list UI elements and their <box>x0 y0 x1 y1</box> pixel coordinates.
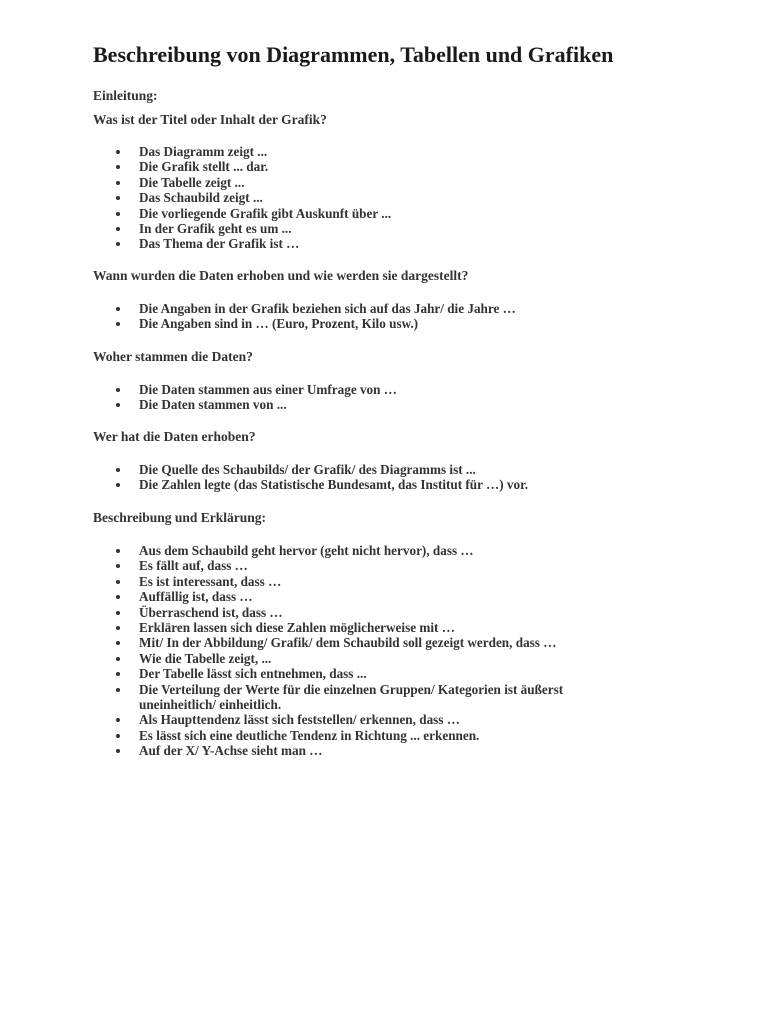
list-item: Wie die Tabelle zeigt, ... <box>0 651 768 666</box>
list-item: Der Tabelle lässt sich entnehmen, dass ... <box>0 666 768 681</box>
list-item: Auffällig ist, dass … <box>0 589 768 604</box>
list-item: Das Thema der Grafik ist … <box>0 236 768 251</box>
intro-label: Einleitung: <box>93 88 158 103</box>
bullet-list-titel <box>0 144 768 252</box>
list-item: Aus dem Schaubild geht hervor (geht nicht hervor), dass … <box>0 543 768 558</box>
list-item: Erklären lassen sich diese Zahlen möglicherweise mit … <box>0 620 768 635</box>
list-item: Die Grafik stellt ... dar. <box>0 159 768 174</box>
list-item: Die Angaben in der Grafik beziehen sich auf das Jahr/ die Jahre … <box>0 301 768 316</box>
list-item: Die Quelle des Schaubilds/ der Grafik/ des Diagramms ist ... <box>0 462 768 477</box>
list-item: Die Daten stammen aus einer Umfrage von … <box>0 382 768 397</box>
bullet-list-zeitraum <box>0 301 768 332</box>
bullet-list-quelle <box>0 462 768 493</box>
section-heading-herkunft: Woher stammen die Daten? <box>93 349 253 364</box>
section-heading-beschreibung: Beschreibung und Erklärung: <box>93 510 267 525</box>
list-item: Es lässt sich eine deutliche Tendenz in Richtung ... erkennen. <box>0 728 768 743</box>
bullet-list-herkunft <box>0 382 768 413</box>
list-item: Die Tabelle zeigt ... <box>0 175 768 190</box>
list-item: Die Verteilung der Werte für die einzelnen Gruppen/ Kategorien ist äußerst uneinheitlich/ einheitlich. <box>0 682 768 713</box>
section-heading-quelle: Wer hat die Daten erhoben? <box>93 429 256 444</box>
list-item: Die Angaben sind in … (Euro, Prozent, Kilo usw.) <box>0 316 768 331</box>
list-item: Es ist interessant, dass … <box>0 574 768 589</box>
list-item: Das Diagramm zeigt ... <box>0 144 768 159</box>
list-item: Das Schaubild zeigt ... <box>0 190 768 205</box>
list-item: Überraschend ist, dass … <box>0 605 768 620</box>
list-item: Es fällt auf, dass … <box>0 558 768 573</box>
bullet-list-beschreibung <box>0 543 768 759</box>
page-title: Beschreibung von Diagrammen, Tabellen und Grafiken <box>93 42 614 67</box>
list-item: Auf der X/ Y-Achse sieht man … <box>0 743 768 758</box>
list-item: Die Zahlen legte (das Statistische Bundesamt, das Institut für …) vor. <box>0 477 768 492</box>
list-item: Die Daten stammen von ... <box>0 397 768 412</box>
list-item: Die vorliegende Grafik gibt Auskunft über ... <box>0 206 768 221</box>
list-item: Mit/ In der Abbildung/ Grafik/ dem Schaubild soll gezeigt werden, dass … <box>0 635 768 650</box>
list-item: Als Haupttendenz lässt sich feststellen/ erkennen, dass … <box>0 712 768 727</box>
section-heading-zeitraum: Wann wurden die Daten erhoben und wie werden sie dargestellt? <box>93 268 469 283</box>
list-item: In der Grafik geht es um ... <box>0 221 768 236</box>
section-heading-titel: Was ist der Titel oder Inhalt der Grafik? <box>93 112 327 127</box>
